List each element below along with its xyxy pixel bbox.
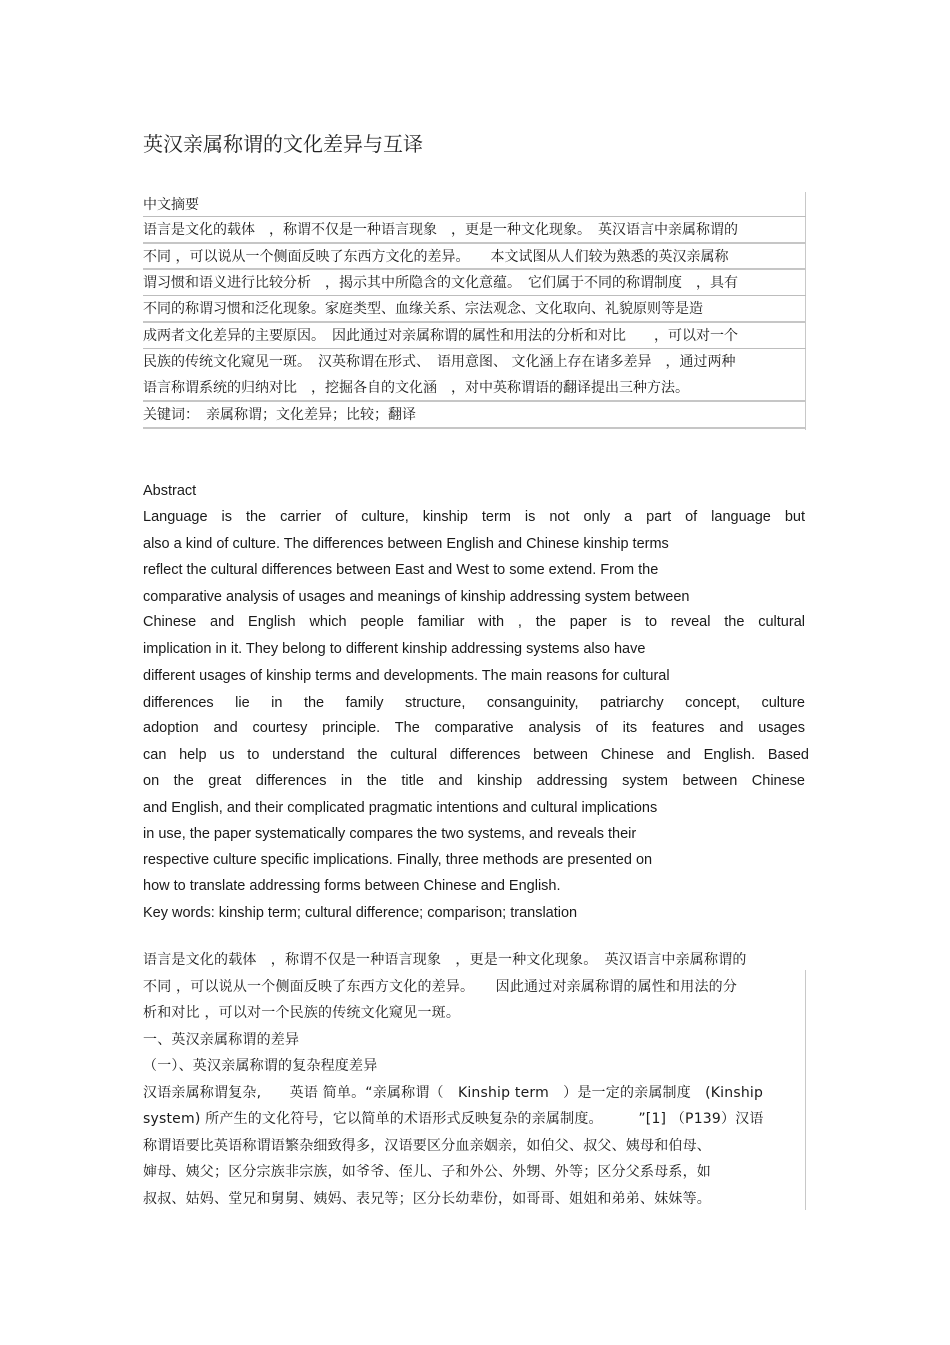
subsection-heading: （一）、英汉亲属称谓的复杂程度差异 xyxy=(143,1058,378,1074)
body-line: 语言是文化的载体 ，称谓不仅是一种语言现象 ，更是一种文化现象。 英汉语言中亲属称谓的 xyxy=(143,952,747,968)
document-title: 英汉亲属称谓的文化差异与互译 xyxy=(143,132,423,156)
abstract-line: adoption and courtesy principle. The comparative analysis of its features and usages xyxy=(143,720,805,736)
abstract-line: also a kind of culture. The differences between English and Chinese kinship terms xyxy=(143,536,669,552)
abstract-line: different usages of kinship terms and developments. The main reasons for cultural xyxy=(143,668,670,684)
abstract-line: implication in it. They belong to different kinship addressing systems also have xyxy=(143,641,646,657)
body-line: system) 所产生的文化符号，它以简单的术语形式反映复杂的亲属制度。 ”[1] （P139）汉语 xyxy=(143,1111,764,1127)
chinese-abstract-line: 不同 ，可以说从一个侧面反映了东西方文化的差异。 本文试图从人们较为熟悉的英汉亲属称 xyxy=(143,249,729,265)
abstract-line: Language is the carrier of culture, kinship term is not only a part of language but xyxy=(143,509,805,525)
divider xyxy=(143,427,806,429)
chinese-abstract-line: 语言是文化的载体 ，称谓不仅是一种语言现象 ，更是一种文化现象。 英汉语言中亲属称谓的 xyxy=(143,222,738,238)
body-line: 婶母、姨父；区分宗族非宗族，如爷爷、侄儿、子和外公、外甥、外等；区分父系母系，如 xyxy=(143,1164,711,1180)
abstract-line: respective culture specific implications. Finally, three methods are presented on xyxy=(143,852,653,868)
chinese-abstract-line: 语言称谓系统的归纳对比 ，挖掘各自的文化涵 ，对中英称谓语的翻译提出三种方法。 xyxy=(143,380,689,396)
chinese-abstract-line: 成两者文化差异的主要原因。 因此通过对亲属称谓的属性和用法的分析和对比 ，可以对一个 xyxy=(143,328,738,344)
chinese-abstract-box xyxy=(143,192,806,430)
abstract-line: how to translate addressing forms between Chinese and English. xyxy=(143,878,561,894)
body-line: 不同 ，可以说从一个侧面反映了东西方文化的差异。 因此通过对亲属称谓的属性和用法的分 xyxy=(143,979,738,995)
abstract-line: on the great differences in the title and kinship addressing system between Chinese xyxy=(143,773,805,789)
abstract-line: in use, the paper systematically compares the two systems, and reveals their xyxy=(143,826,637,842)
body-line: 汉语亲属称谓复杂, 英语 简单。“亲属称谓（ Kinship term ）是一定的亲属制度 (Kinship xyxy=(143,1085,764,1101)
chinese-abstract-line: 不同的称谓习惯和泛化现象。家庭类型、血缘关系、宗法观念、文化取向、礼貌原则等是造 xyxy=(143,301,703,317)
body-right-border xyxy=(805,970,806,1210)
body-line: 称谓语要比英语称谓语繁杂细致得多，汉语要区分血亲姻亲，如伯父、叔父、姨母和伯母、 xyxy=(143,1138,711,1154)
abstract-line: Chinese and English which people familiar with , the paper is to reveal the cultural xyxy=(143,614,805,630)
chinese-abstract-heading: 中文摘要 xyxy=(143,197,199,213)
section-heading: 一、英汉亲属称谓的差异 xyxy=(143,1032,300,1048)
chinese-abstract-line: 谓习惯和语义进行比较分析 ，揭示其中所隐含的文化意蕴。 它们属于不同的称谓制度 ，具有 xyxy=(143,275,738,291)
keywords-english: Key words: kinship term; cultural difference; comparison; translation xyxy=(143,905,578,921)
chinese-abstract-line: 民族的传统文化窥见一斑。 汉英称谓在形式、 语用意图、 文化涵上存在诸多差异 ，通过两种 xyxy=(143,354,736,370)
abstract-line: can help us to understand the cultural differences between Chinese and English. Based xyxy=(143,747,809,763)
abstract-heading: Abstract xyxy=(143,483,197,499)
abstract-line: comparative analysis of usages and meanings of kinship addressing system between xyxy=(143,589,690,605)
body-line: 析和对比 ，可以对一个民族的传统文化窥见一斑。 xyxy=(143,1005,461,1021)
abstract-line: reflect the cultural differences between East and West to some extend. From the xyxy=(143,562,659,578)
abstract-line: and English, and their complicated pragmatic intentions and cultural implications xyxy=(143,800,658,816)
body-line: 叔叔、姑妈、堂兄和舅舅、姨妈、表兄等；区分长幼辈份，如哥哥、姐姐和弟弟、妹妹等。 xyxy=(143,1191,711,1207)
abstract-line: differences lie in the family structure, consanguinity, patriarchy concept, culture xyxy=(143,695,805,711)
keywords-chinese: 关键词： 亲属称谓；文化差异；比较；翻译 xyxy=(143,407,416,423)
